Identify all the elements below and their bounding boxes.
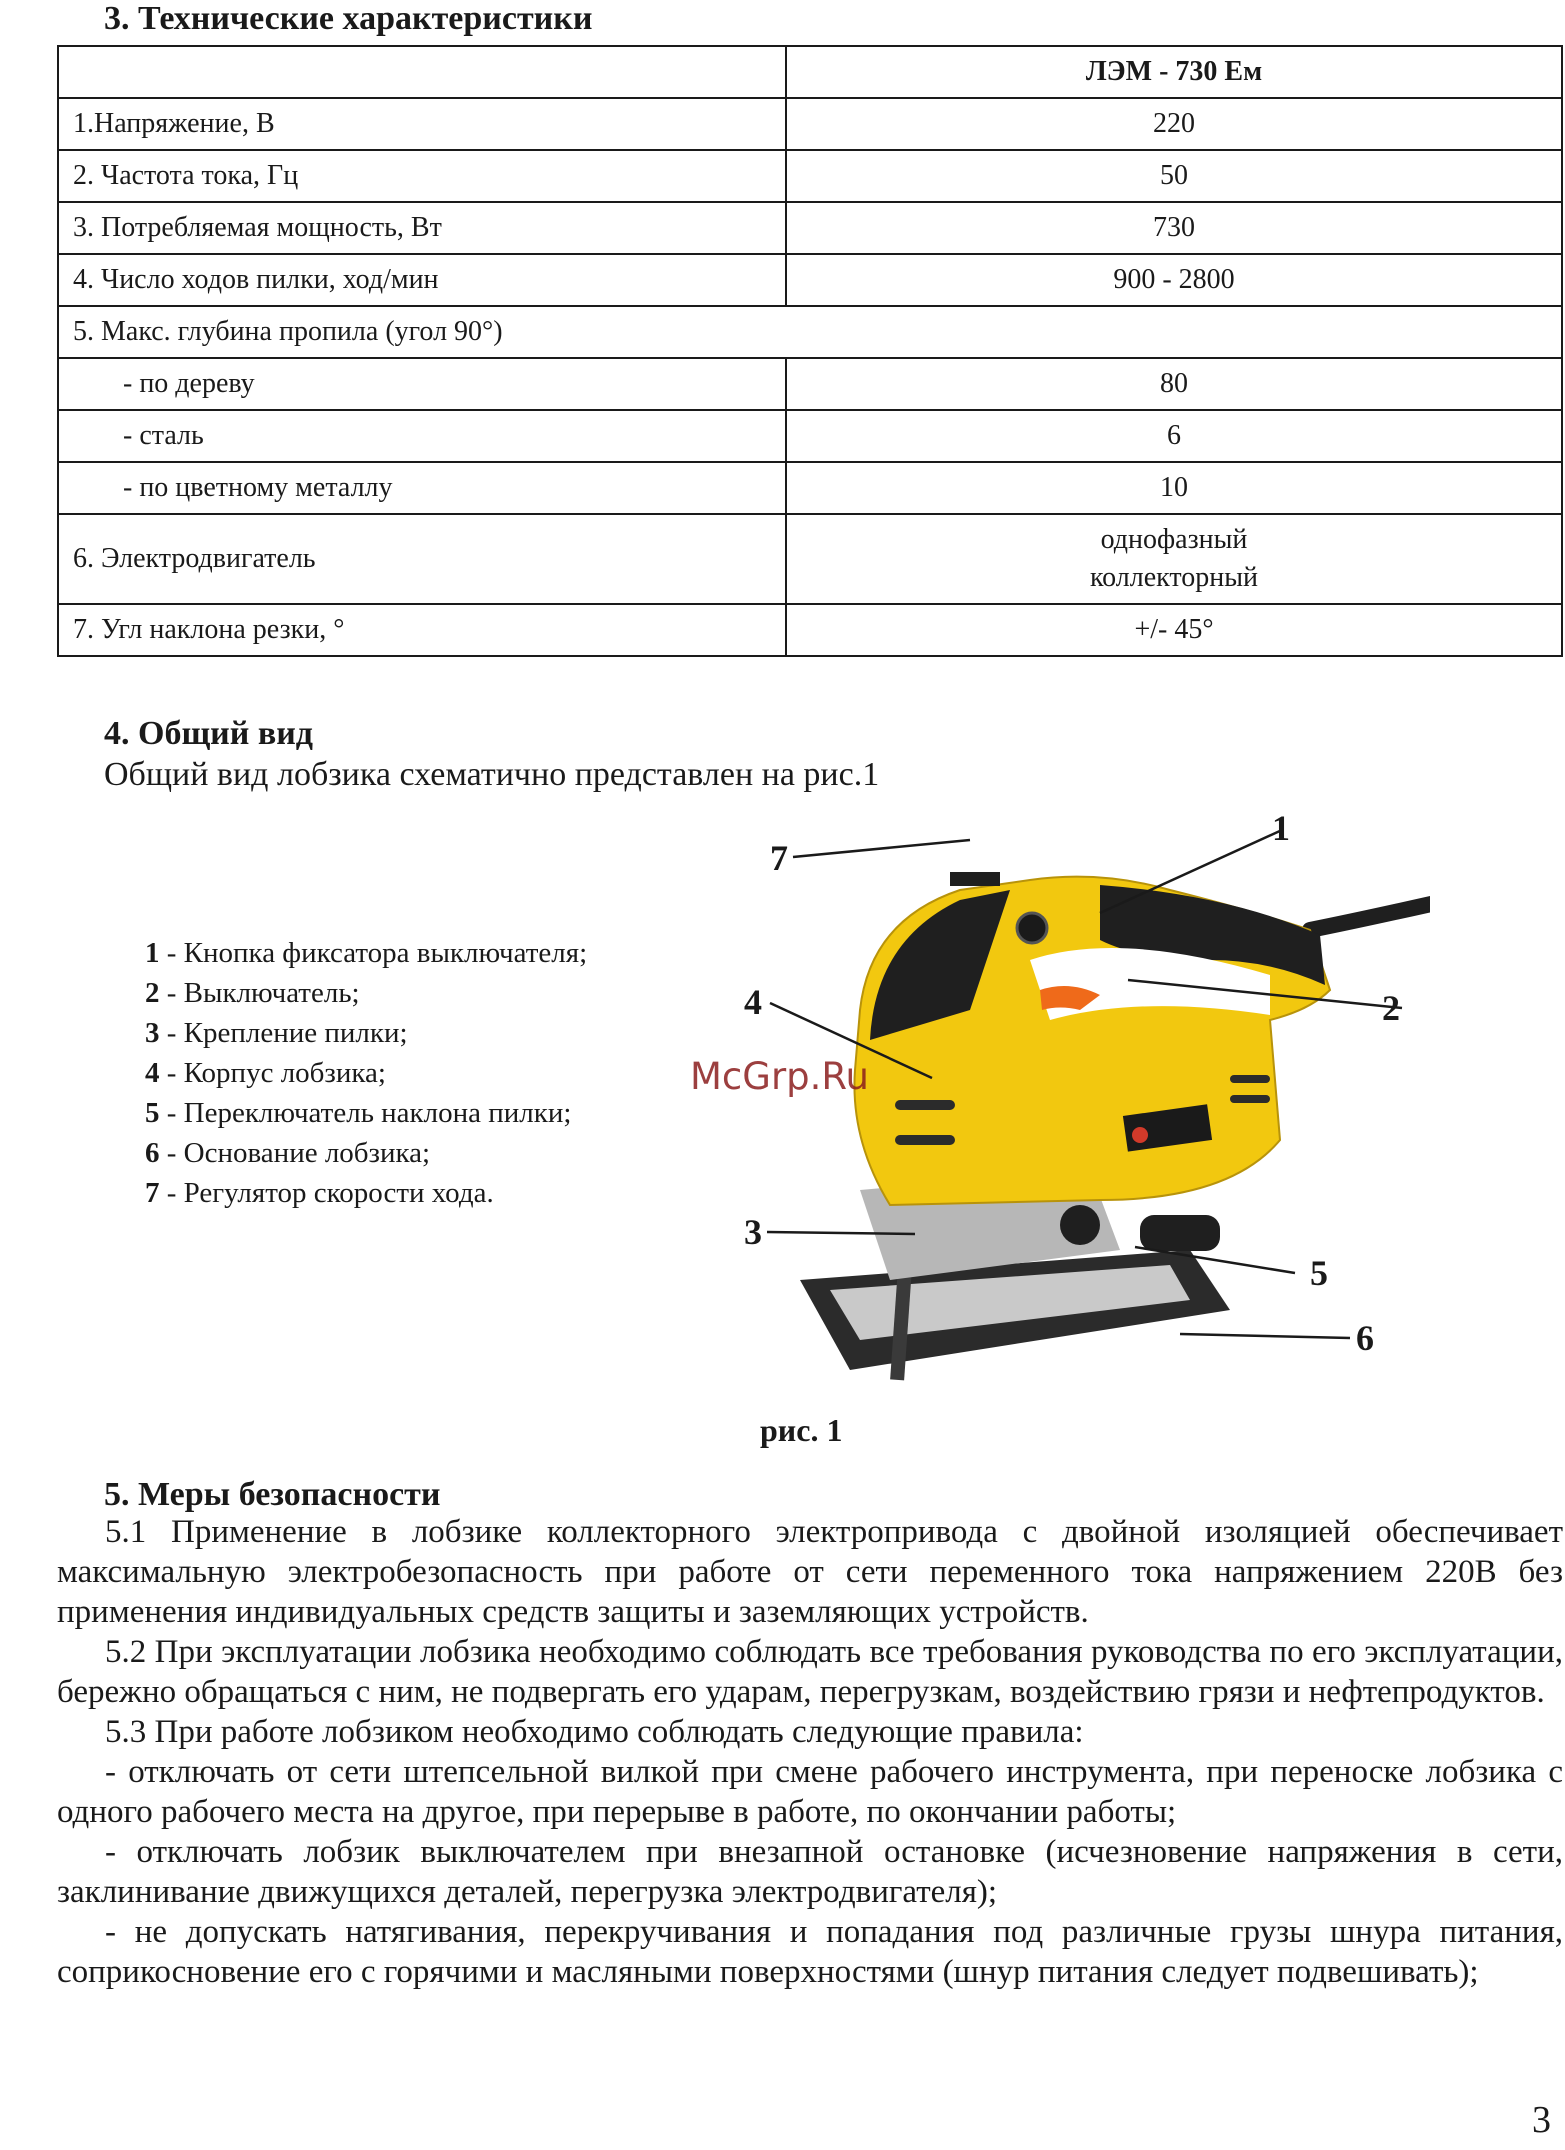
spec-label: 4. Число ходов пилки, ход/мин	[58, 254, 786, 306]
general-section-title: 4. Общий вид	[104, 715, 313, 752]
spec-label: 6. Электродвигатель	[58, 514, 786, 604]
safety-section-title: 5. Меры безопасности	[104, 1476, 441, 1513]
model-header: ЛЭМ - 730 Ем	[786, 46, 1562, 98]
spec-value: 900 - 2800	[786, 254, 1562, 306]
spec-value: 10	[786, 462, 1562, 514]
paragraph: - не допускать натягивания, перекручивания и попадания под различные грузы шнура питания, соприкосновение его с горячими и масляными поверхностями (шнур питания следует подвешивать);	[57, 1914, 1563, 1990]
spec-value: 80	[786, 358, 1562, 410]
spec-label: - по цветному металлу	[58, 462, 786, 514]
legend-text: - Крепление пилки;	[159, 1017, 408, 1049]
list-item	[145, 933, 587, 973]
list-item	[145, 1093, 587, 1133]
table-row	[58, 410, 1562, 462]
paragraph: 5.3 При работе лобзиком необходимо соблюдать следующие правила:	[105, 1714, 1084, 1750]
callout-7: 7	[770, 838, 788, 878]
legend-text: - Основание лобзика;	[159, 1137, 431, 1169]
spec-value: +/- 45°	[786, 604, 1562, 656]
spec-section-title: 3. Технические характеристики	[104, 0, 593, 37]
speed-regulator	[950, 872, 1000, 886]
table-row	[58, 254, 1562, 306]
figure-legend	[145, 933, 587, 1213]
spec-label: 2. Частота тока, Гц	[58, 150, 786, 202]
page-number: 3	[1532, 2099, 1551, 2141]
callout-5: 5	[1310, 1253, 1328, 1293]
list-item	[145, 1013, 587, 1053]
table-row	[58, 462, 1562, 514]
table-row	[58, 46, 1562, 98]
legend-number: 7	[145, 1177, 160, 1209]
paragraph: - отключать от сети штепсельной вилкой при смене рабочего инструмента, при переноске лобзика с одного рабочего места на другое, при перерыве в работе, по окончании работы;	[57, 1754, 1563, 1830]
callout-2: 2	[1382, 988, 1400, 1028]
paragraph: 5.2 При эксплуатации лобзика необходимо соблюдать все требования руководства по его эксплуатации, бережно обращаться с ним, не подвергать его ударам, перегрузкам, воздействию грязи и нефтепродуктов.	[57, 1634, 1563, 1710]
legend-number: 2	[145, 977, 160, 1009]
legend-text: - Переключатель наклона пилки;	[159, 1097, 572, 1129]
table-row	[58, 604, 1562, 656]
legend-text: - Кнопка фиксатора выключателя;	[159, 937, 588, 969]
spec-label: 1.Напряжение, В	[58, 98, 786, 150]
list-item	[145, 1173, 587, 1213]
dust-port	[1140, 1215, 1220, 1251]
paragraph: 5.1 Применение в лобзике коллекторного электропривода с двойной изоляцией обеспечивает максимальную электробезопасность при работе от сети переменного тока напряжением 220В без применения индивидуальных средств защиты и заземляющих устройств.	[57, 1514, 1563, 1630]
jigsaw-figure	[670, 810, 1430, 1440]
figure-caption: рис. 1	[760, 1412, 843, 1448]
legend-number: 6	[145, 1137, 160, 1169]
legend-text: - Регулятор скорости хода.	[159, 1177, 494, 1209]
spec-value-line: однофазный	[1100, 524, 1248, 555]
paragraph: - отключать лобзик выключателем при внезапной остановке (исчезновение напряжения в сети, заклинивание движущихся деталей, перегрузка электродвигателя);	[57, 1834, 1563, 1910]
callout-6: 6	[1356, 1318, 1374, 1358]
spec-label: 5. Макс. глубина пропила (угол 90°)	[58, 306, 1562, 358]
legend-number: 1	[145, 937, 160, 969]
callout-4: 4	[744, 982, 762, 1022]
legend-text: - Корпус лобзика;	[159, 1057, 386, 1089]
spec-label: - сталь	[58, 410, 786, 462]
callout-line-6	[1180, 1334, 1350, 1338]
vent-slot	[1230, 1095, 1270, 1103]
brand-logo-icon	[1132, 1127, 1148, 1143]
callout-3: 3	[744, 1212, 762, 1252]
vent-slot	[895, 1100, 955, 1110]
table-row	[58, 514, 1562, 604]
list-item	[145, 973, 587, 1013]
legend-number: 4	[145, 1057, 160, 1089]
power-cord	[1310, 902, 1430, 930]
table-row	[58, 202, 1562, 254]
spec-label: - по дереву	[58, 358, 786, 410]
legend-number: 3	[145, 1017, 160, 1049]
vent-slot	[895, 1135, 955, 1145]
list-item	[145, 1053, 587, 1093]
list-item	[145, 1133, 587, 1173]
spec-value: 730	[786, 202, 1562, 254]
vent-slot	[1230, 1075, 1270, 1083]
spec-value: 50	[786, 150, 1562, 202]
spec-value-line: коллекторный	[1089, 562, 1259, 593]
spec-value: 220	[786, 98, 1562, 150]
table-cell	[58, 46, 786, 98]
spec-value	[786, 514, 1562, 604]
spec-label: 3. Потребляемая мощность, Вт	[58, 202, 786, 254]
table-row	[58, 358, 1562, 410]
general-intro: Общий вид лобзика схематично представлен на рис.1	[104, 756, 880, 793]
table-row	[58, 150, 1562, 202]
tilt-switch	[1060, 1205, 1100, 1245]
table-row	[58, 98, 1562, 150]
legend-number: 5	[145, 1097, 160, 1129]
spec-value: 6	[786, 410, 1562, 462]
spec-table	[57, 45, 1563, 657]
watermark: McGrp.Ru	[690, 1055, 869, 1098]
table-row	[58, 306, 1562, 358]
callout-1: 1	[1272, 810, 1290, 848]
lock-button	[1017, 913, 1047, 943]
legend-text: - Выключатель;	[159, 977, 360, 1009]
safety-text	[57, 1512, 1563, 1992]
callout-line-7	[793, 840, 970, 857]
spec-label: 7. Угл наклона резки, °	[58, 604, 786, 656]
